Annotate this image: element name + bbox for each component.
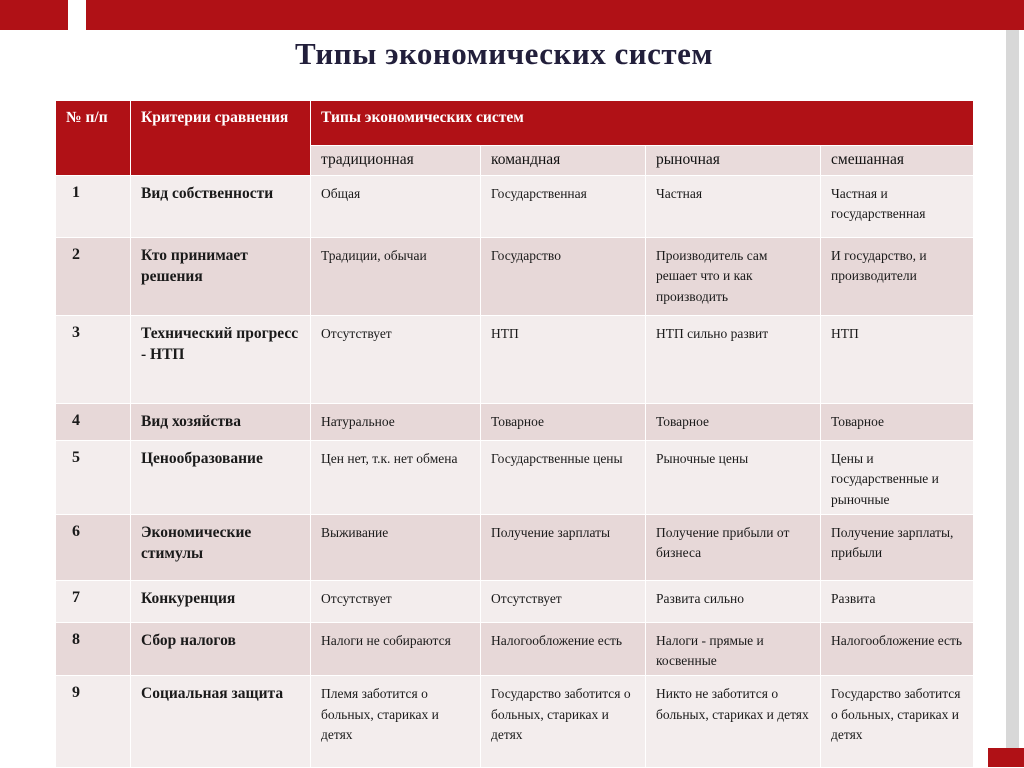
table-cell: Общая: [311, 176, 481, 238]
table-cell: Частная и государственная: [821, 176, 974, 238]
table-row: [56, 238, 974, 316]
header-system: смешанная: [821, 146, 974, 176]
table-cell: Производитель сам решает что и как производить: [646, 238, 821, 316]
table-cell: НТП: [821, 316, 974, 404]
table-cell: Налогообложение есть: [821, 622, 974, 676]
table-cell: Развита сильно: [646, 580, 821, 622]
table-cell: Отсутствует: [311, 580, 481, 622]
table-cell: Цены и государственные и рыночные: [821, 441, 974, 515]
top-accent-block-left: [0, 0, 68, 30]
table-cell: Отсутствует: [311, 316, 481, 404]
table-row: [56, 441, 974, 515]
table-cell: Государственная: [481, 176, 646, 238]
row-criteria: Технический прогресс - НТП: [131, 316, 311, 404]
row-num: 6: [56, 514, 131, 580]
row-num: 4: [56, 404, 131, 441]
header-num: № п/п: [56, 101, 131, 176]
row-criteria: Вид собственности: [131, 176, 311, 238]
row-num: 2: [56, 238, 131, 316]
comparison-table: [55, 100, 974, 768]
table-header-row: [56, 101, 974, 146]
header-system: командная: [481, 146, 646, 176]
right-gray-stripe: [1006, 0, 1019, 767]
row-num: 5: [56, 441, 131, 515]
row-num: 9: [56, 676, 131, 768]
row-num: 8: [56, 622, 131, 676]
table-cell: Цен нет, т.к. нет обмена: [311, 441, 481, 515]
table-cell: Товарное: [821, 404, 974, 441]
table-cell: Государственные цены: [481, 441, 646, 515]
table-cell: Никто не заботится о больных, стариках и детях: [646, 676, 821, 768]
table-cell: И государство, и производители: [821, 238, 974, 316]
table-cell: НТП сильно развит: [646, 316, 821, 404]
table-cell: Налоги не собираются: [311, 622, 481, 676]
table-cell: Государство заботится о больных, стариках и детях: [821, 676, 974, 768]
table-row: [56, 676, 974, 768]
page-title: Типы экономических систем: [294, 36, 713, 71]
table-cell: Натуральное: [311, 404, 481, 441]
table-cell: Государство: [481, 238, 646, 316]
table-cell: Товарное: [481, 404, 646, 441]
table-row: [56, 404, 974, 441]
table-cell: Племя заботится о больных, стариках и детях: [311, 676, 481, 768]
table-cell: Рыночные цены: [646, 441, 821, 515]
table-row: [56, 580, 974, 622]
table-cell: НТП: [481, 316, 646, 404]
table-cell: Получение прибыли от бизнеса: [646, 514, 821, 580]
row-criteria: Вид хозяйства: [131, 404, 311, 441]
header-group: Типы экономических систем: [311, 101, 974, 146]
table-cell: Отсутствует: [481, 580, 646, 622]
table-cell: Частная: [646, 176, 821, 238]
table-cell: Развита: [821, 580, 974, 622]
table-cell: Выживание: [311, 514, 481, 580]
table-cell: Товарное: [646, 404, 821, 441]
row-num: 7: [56, 580, 131, 622]
table-cell: Традиции, обычаи: [311, 238, 481, 316]
row-criteria: Кто принимает решения: [131, 238, 311, 316]
top-accent-bar: [86, 0, 1024, 30]
table-cell: Получение зарплаты, прибыли: [821, 514, 974, 580]
row-criteria: Экономические стимулы: [131, 514, 311, 580]
bottom-right-accent-block: [988, 748, 1024, 767]
table-row: [56, 316, 974, 404]
header-system: рыночная: [646, 146, 821, 176]
table-row: [56, 176, 974, 238]
header-system: традиционная: [311, 146, 481, 176]
table-cell: Налогообложение есть: [481, 622, 646, 676]
table-row: [56, 622, 974, 676]
table-cell: Государство заботится о больных, стариках и детях: [481, 676, 646, 768]
table-cell: Налоги - прямые и косвенные: [646, 622, 821, 676]
row-num: 3: [56, 316, 131, 404]
row-criteria: Социальная защита: [131, 676, 311, 768]
header-criteria: Критерии сравнения: [131, 101, 311, 176]
row-criteria: Конкуренция: [131, 580, 311, 622]
row-num: 1: [56, 176, 131, 238]
row-criteria: Сбор налогов: [131, 622, 311, 676]
row-criteria: Ценообразование: [131, 441, 311, 515]
table-cell: Получение зарплаты: [481, 514, 646, 580]
table-row: [56, 514, 974, 580]
